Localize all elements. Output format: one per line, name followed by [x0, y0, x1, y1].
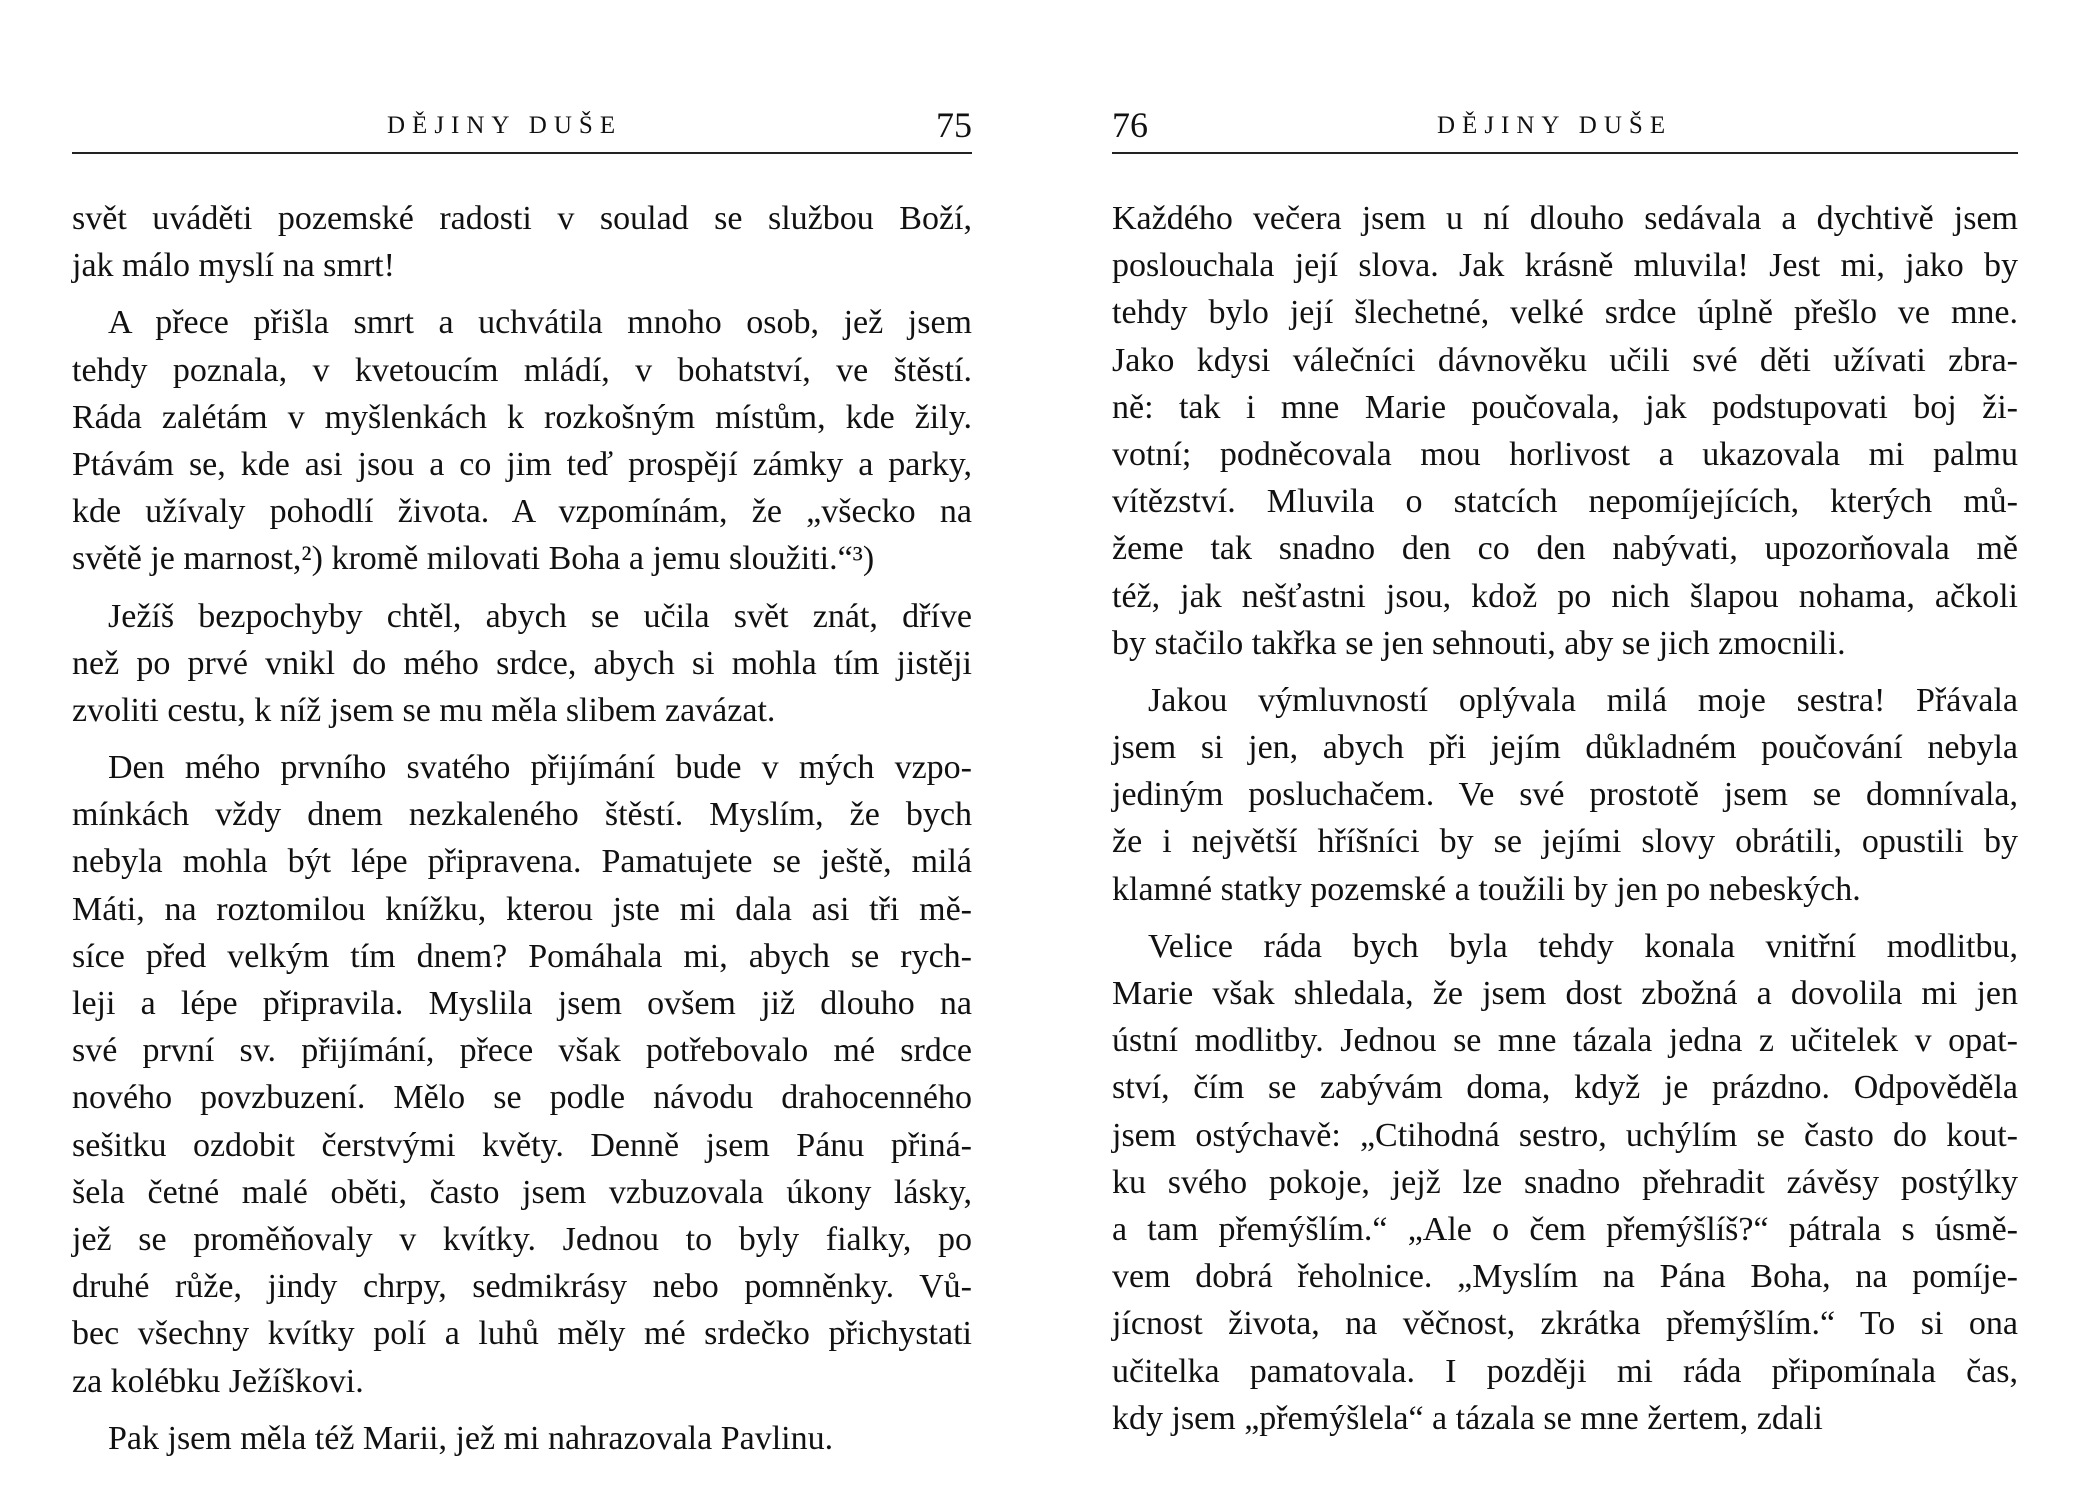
text-line: ústní modlitby. Jednou se mne tázala jedna z učitelek v opat-: [1112, 1022, 2018, 1060]
text-line: jak málo myslí na smrt!: [72, 247, 395, 285]
text-line: Pak jsem měla též Marii, jež mi nahrazovala Pavlinu.: [108, 1419, 834, 1457]
text-line: Každého večera jsem u ní dlouho sedávala a dychtivě jsem: [1112, 200, 2018, 237]
paragraph: [72, 299, 972, 582]
paragraph: [72, 195, 972, 289]
header-rule: [72, 152, 972, 154]
text-line: leji a lépe připravila. Myslila jsem ovšem již dlouho na: [72, 985, 972, 1022]
text-line: šela četné malé oběti, často jsem vzbuzovala úkony lásky,: [72, 1173, 972, 1211]
text-line: Marie však shledala, že jsem dost zbožná a dovolila mi jen: [1112, 975, 2018, 1012]
text-line: Ježíš bezpochyby chtěl, abych se učila svět znát, dříve: [108, 597, 972, 635]
text-line: druhé růže, jindy chrpy, sedmikrásy nebo pomněnky. Vů-: [72, 1268, 972, 1306]
paragraph: [72, 1415, 972, 1462]
text-line: vítězství. Mluvila o statcích nepomíjejících, kterých mů-: [1112, 483, 2018, 521]
text-line: a tam přemýšlím.“ „Ale o čem přemýšlíš?“ pátrala s úsmě-: [1112, 1210, 2018, 1248]
text-line: jež se proměňovaly v kvítky. Jednou to byly fialky, po: [72, 1220, 972, 1258]
running-title: DĚJINY DUŠE: [1437, 112, 1673, 139]
text-line: Velice ráda bych byla tehdy konala vnitřní modlitbu,: [1148, 927, 2018, 965]
text-line: Ráda zalétám v myšlenkách k rozkošným místům, kde žily.: [72, 398, 972, 436]
text-line: že i největší hříšníci by se jejími slovy obrátili, opustili by: [1112, 823, 2018, 861]
text-line: ně: tak i mne Marie poučovala, jak podstupovati boj ži-: [1112, 388, 2018, 426]
text-line: jícnost života, na věčnost, zkrátka přemýšlím.“ To si ona: [1112, 1305, 2018, 1343]
text-line: zvoliti cestu, k níž jsem se mu měla slibem zavázat.: [72, 691, 776, 729]
text-line: než po prvé vnikl do mého srdce, abych si mohla tím jistěji: [72, 644, 972, 682]
text-line: mínkách vždy dnem nezkaleného štěstí. Myslím, že bych: [72, 796, 972, 834]
text-line: žeme tak snadno den co den nabývati, upozorňovala mě: [1112, 530, 2018, 568]
paragraph: [72, 744, 972, 1405]
paragraph: [1112, 677, 2018, 913]
text-line: Jako kdysi válečníci dávnověku učili své děti užívati zbra-: [1112, 341, 2018, 379]
text-line: za kolébku Ježíškovi.: [72, 1362, 364, 1400]
right-page: [1112, 0, 2018, 1500]
body-text: [72, 195, 972, 1462]
text-line: poslouchala její slova. Jak krásně mluvila! Jest mi, jako by: [1112, 247, 2018, 285]
paragraph: [72, 593, 972, 735]
text-line: Ptávám se, kde asi jsou a co jim teď prospějí zámky a parky,: [72, 445, 972, 483]
text-line: síce před velkým tím dnem? Pomáhala mi, abych se rych-: [72, 937, 972, 975]
paragraph: [1112, 923, 2018, 1442]
text-line: votní; podněcovala mou horlivost a ukazovala mi palmu: [1112, 435, 2018, 473]
running-title: DĚJINY DUŠE: [387, 112, 623, 139]
text-line: kdy jsem „přemýšlela“ a tázala se mne žertem, zdali: [1112, 1399, 1823, 1437]
text-line: vem dobrá řeholnice. „Myslím na Pána Boha, na pomíje-: [1112, 1258, 2018, 1296]
page-number: 75: [936, 105, 972, 145]
text-line: učitelka pamatovala. I později mi ráda připomínala čas,: [1112, 1352, 2018, 1390]
text-line: Máti, na roztomilou knížku, kterou jste mi dala asi tři mě-: [72, 890, 972, 928]
body-text: [1112, 195, 2018, 1442]
text-line: tehdy poznala, v kvetoucím mládí, v bohatství, ve štěstí.: [72, 351, 972, 389]
left-page: [72, 0, 972, 1500]
paragraph: [1112, 195, 2018, 667]
text-line: sešitku ozdobit čerstvými květy. Denně jsem Pánu přiná-: [72, 1126, 972, 1164]
running-head: [72, 104, 972, 144]
text-line: Den mého prvního svatého přijímání bude v mých vzpo-: [108, 749, 972, 787]
text-line: kde užívaly pohodlí života. A vzpomínám, že „všecko na: [72, 493, 972, 531]
text-line: světě je marnost,²) kromě milovati Boha a jemu sloužiti.“³): [72, 540, 875, 578]
text-line: též, jak nešťastni jsou, kdož po nich šlapou nohama, ačkoli: [1112, 577, 2018, 615]
text-line: Jakou výmluvností oplývala milá moje sestra! Přávala: [1148, 681, 2018, 719]
text-line: jsem ostýchavě: „Ctihodná sestro, uchýlím se často do kout-: [1112, 1116, 2018, 1154]
text-line: ku svého pokoje, jejž lze snadno přehradit závěsy postýlky: [1112, 1163, 2018, 1201]
text-line: tehdy bylo její šlechetné, velké srdce úplně přešlo ve mne.: [1112, 294, 2018, 332]
text-line: nového povzbuzení. Mělo se podle návodu drahocenného: [72, 1079, 972, 1117]
text-line: jsem si jen, abych při jejím důkladném poučování nebyla: [1112, 729, 2018, 767]
text-line: by stačilo takřka se jen sehnouti, aby se jich zmocnili.: [1112, 624, 1846, 662]
text-line: své první sv. přijímání, přece však potřebovalo mé srdce: [72, 1032, 972, 1070]
text-line: nebyla mohla být lépe připravena. Pamatujete se ještě, milá: [72, 843, 972, 881]
page-number: 76: [1112, 105, 1148, 145]
text-line: svět uváděti pozemské radosti v soulad se službou Boží,: [72, 200, 972, 237]
text-line: klamné statky pozemské a toužili by jen po nebeských.: [1112, 870, 1861, 908]
text-line: jediným posluchačem. Ve své prostotě jsem se domnívala,: [1112, 776, 2018, 814]
text-line: ství, čím se zabývám doma, když je prázdno. Odpověděla: [1112, 1069, 2018, 1107]
text-line: bec všechny kvítky polí a luhů měly mé srdečko přichystati: [72, 1315, 972, 1353]
running-head: [1112, 104, 2018, 144]
header-rule: [1112, 152, 2018, 154]
text-line: A přece přišla smrt a uchvátila mnoho osob, jež jsem: [108, 304, 972, 342]
